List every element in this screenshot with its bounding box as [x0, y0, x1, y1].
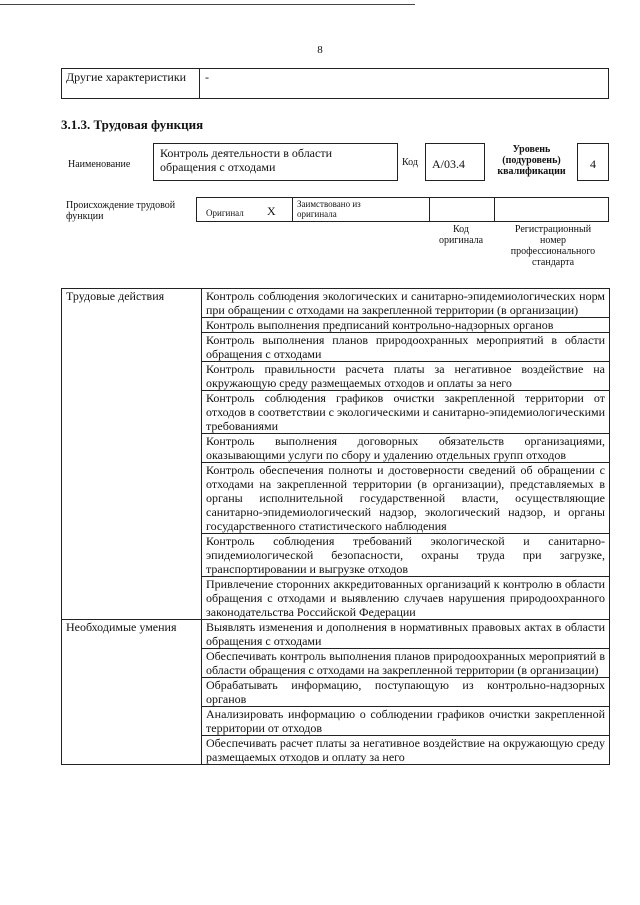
labor-action-item: Контроль выполнения предписаний контрольно-надзорных органов	[202, 318, 610, 333]
kod-value: А/03.4	[432, 157, 465, 171]
labor-function-table	[61, 288, 610, 765]
level-label: Уровень (подуровень) квалификации	[497, 144, 566, 177]
required-skills-label: Необходимые умения	[62, 620, 202, 765]
level-box	[577, 143, 609, 181]
labor-action-item: Контроль правильности расчета платы за негативное воздействие на окружающую среду размещаемых отходов и оплаты за него	[202, 362, 610, 391]
labor-action-item: Контроль соблюдения графиков очистки закрепленной территории от отходов в соответствии с экологическими и санитарно-эпидемиологическими требованиями	[202, 391, 610, 434]
kod-label: Код	[402, 157, 418, 168]
labor-action-item: Привлечение сторонних аккредитованных организаций к контролю в области обращения с отходами и выявлению случаев нарушения природоохранного законодательства Российской Федерации	[202, 577, 610, 620]
labor-action-item: Контроль выполнения договорных обязательств организациями, оказывающими услуги по сбору и удалению отдельных групп отходов	[202, 434, 610, 463]
top-rule	[0, 4, 415, 5]
skill-item: Анализировать информацию о соблюдении графиков очистки закрепленной территории от отходов	[202, 707, 610, 736]
function-name: Контроль деятельности в области обращения с отходами	[160, 146, 332, 174]
divider	[429, 198, 430, 221]
code-caption: Код оригинала	[438, 224, 484, 246]
skill-item: Обрабатывать информацию, поступающую из контрольно-надзорных органов	[202, 678, 610, 707]
divider	[199, 69, 200, 98]
section-title: 3.1.3. Трудовая функция	[61, 117, 204, 132]
reg-caption: Регистрационный номер профессионального стандарта	[510, 224, 596, 268]
other-characteristics-label: Другие характеристики	[66, 70, 187, 84]
skill-item: Обеспечивать расчет платы за негативное воздействие на окружающую среду размещаемых отходов и оплату за него	[202, 736, 610, 765]
other-characteristics-row	[61, 68, 609, 99]
labor-action-item: Контроль соблюдения требований экологической и санитарно-эпидемиологической безопасности, охраны труда при загрузке, транспортировании и выгрузке отходов	[202, 534, 610, 577]
level-value: 4	[590, 157, 596, 171]
divider	[494, 198, 495, 221]
naimenovanie-label: Наименование	[68, 159, 131, 170]
original-label: Оригинал	[206, 208, 244, 218]
origin-box	[196, 197, 609, 222]
labor-actions-label: Трудовые действия	[62, 289, 202, 620]
other-characteristics-value: -	[205, 70, 209, 84]
kod-box	[425, 143, 485, 181]
labor-action-item: Контроль выполнения планов природоохранных мероприятий в области обращения с отходами	[202, 333, 610, 362]
table-row	[62, 289, 610, 318]
function-name-box	[153, 143, 398, 181]
borrowed-label: Заимствовано из оригинала	[297, 199, 361, 219]
labor-action-item: Контроль соблюдения экологических и санитарно-эпидемиологических норм при обращении с отходами на закрепленной территории (в организации)	[202, 289, 610, 318]
skill-item: Выявлять изменения и дополнения в нормативных правовых актах в области обращения с отходами	[202, 620, 610, 649]
page-number: 8	[317, 44, 323, 56]
origin-label: Происхождение трудовой функции	[66, 200, 176, 222]
skill-item: Обеспечивать контроль выполнения планов природоохранных мероприятий в области обращения с отходами на закрепленной территории (в организации)	[202, 649, 610, 678]
original-mark: Х	[267, 204, 276, 218]
labor-action-item: Контроль обеспечения полноты и достоверности сведений об обращении с отходами на закрепленной территории (в организации), представляемых в органы исполнительной государственной власти, осуществляющие санитарно-эпидемиологический надзор, экологический надзор, и органы государственного статистического наблюдения	[202, 463, 610, 534]
table-row	[62, 620, 610, 649]
divider	[292, 198, 293, 221]
